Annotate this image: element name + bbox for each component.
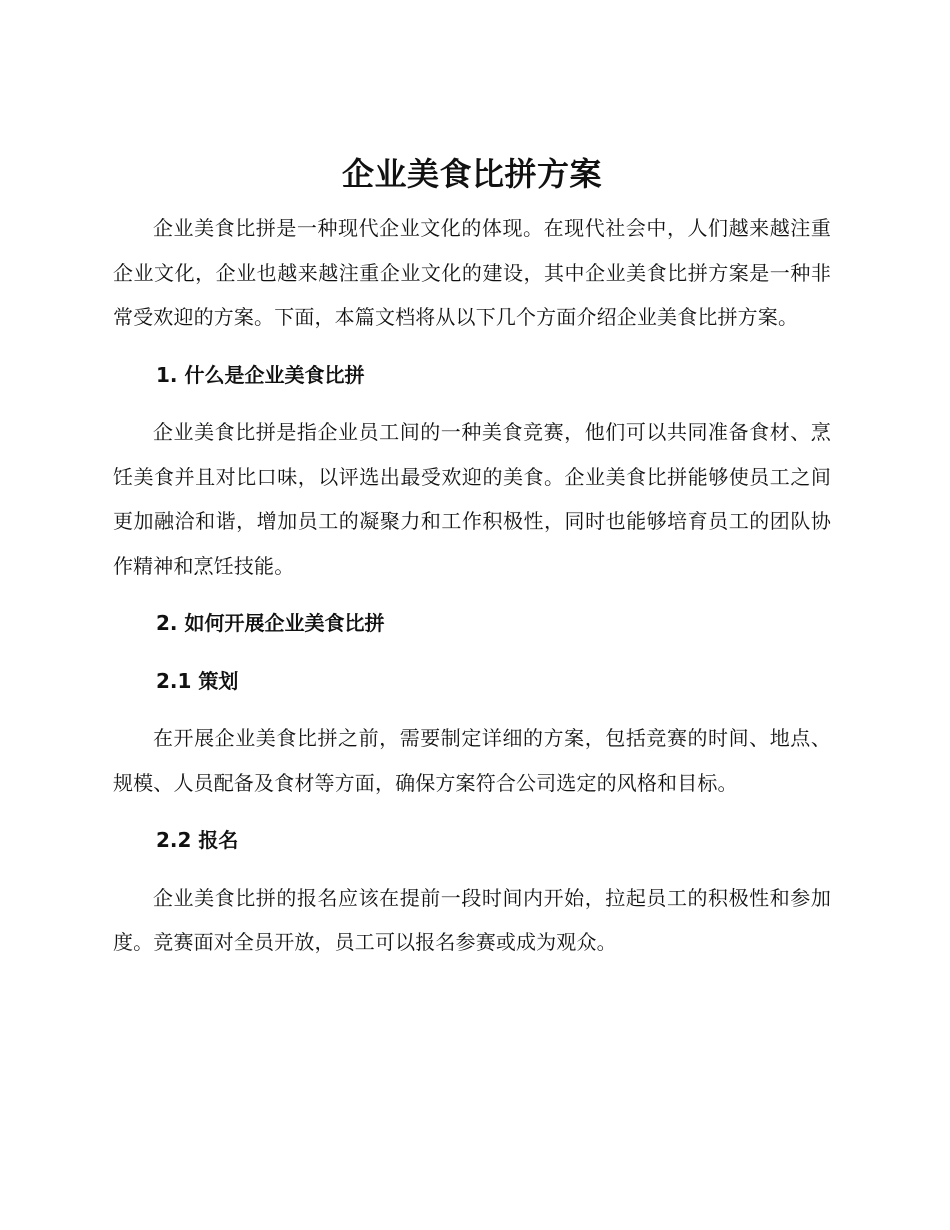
section-2-2-heading: 2.2 报名	[156, 828, 239, 852]
document-title: 企业美食比拼方案	[341, 155, 602, 193]
section-2-1-heading: 2.1 策划	[156, 668, 239, 693]
section-1-heading: 1. 什么是企业美食比拼	[156, 362, 365, 387]
section-2-heading: 2. 如何开展企业美食比拼	[156, 611, 385, 635]
section-2-2-paragraph: 企业美食比拼的报名应该在提前一段时间内开始，拉起员工的积极性和参加度。竞赛面对全员开放，员工可以报名参赛或成为观众。	[113, 885, 831, 954]
section-2-1-paragraph: 在开展企业美食比拼之前，需要制定详细的方案，包括竞赛的时间、地点、规模、人员配备及食材等方面，确保方案符合公司选定的风格和目标。	[113, 726, 831, 795]
document-body	[113, 148, 831, 965]
intro-paragraph: 企业美食比拼是一种现代企业文化的体现。在现代社会中，人们越来越注重企业文化，企业也越来越注重企业文化的建设，其中企业美食比拼方案是一种非常受欢迎的方案。下面，本篇文档将从以下几个方面介绍企业美食比拼方案。	[113, 216, 831, 329]
section-1-paragraph: 企业美食比拼是指企业员工间的一种美食竞赛，他们可以共同准备食材、烹饪美食并且对比口味，以评选出最受欢迎的美食。企业美食比拼能够使员工之间更加融洽和谐，增加员工的凝聚力和工作积极性，同时也能够培育员工的团队协作精神和烹饪技能。	[113, 420, 831, 578]
